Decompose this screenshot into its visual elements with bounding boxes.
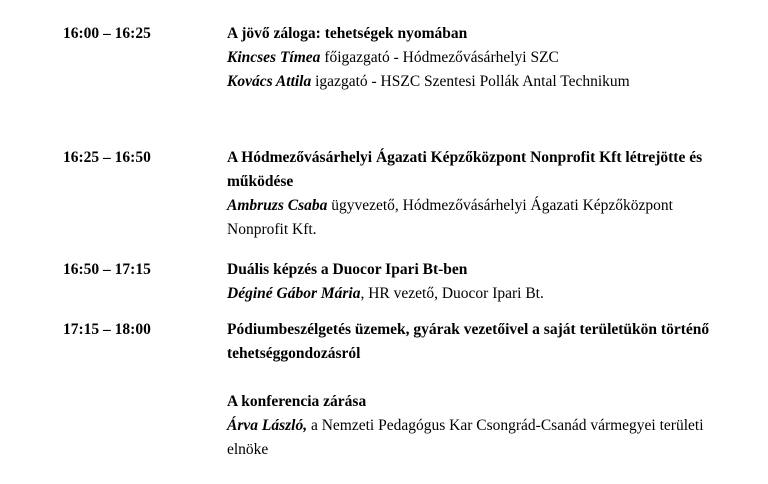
agenda-title: A Hódmezővásárhelyi Ágazati Képzőközpont Nonprofit Kft létrejötte és működése <box>227 149 703 190</box>
speaker-line <box>227 70 727 94</box>
agenda-title: Duális képzés a Duocor Ipari Bt-ben <box>227 261 468 278</box>
speaker-name: Kovács Attila <box>227 73 312 90</box>
speaker-name: Árva László, <box>227 417 308 434</box>
speaker-role: ügyvezető, Hódmezővásárhelyi Ágazati Képzőközpont Nonprofit Kft. <box>227 197 673 238</box>
agenda-time: 16:25 – 16:50 <box>63 149 151 166</box>
speaker-line <box>227 46 727 70</box>
speaker-name: Déginé Gábor Mária <box>227 285 361 302</box>
agenda-content <box>227 258 727 306</box>
agenda-title: A konferencia zárása <box>227 393 367 410</box>
speaker-name: Ambruzs Csaba <box>227 197 328 214</box>
speaker-role: főigazgató - Hódmezővásárhelyi SZC <box>320 49 559 66</box>
agenda-content <box>227 318 727 366</box>
agenda-title: Pódiumbeszélgetés üzemek, gyárak vezetőivel a saját területükön történő tehetséggondozásról <box>227 321 710 362</box>
speaker-name: Kincses Tímea <box>227 49 321 66</box>
agenda-time: 16:00 – 16:25 <box>63 25 151 42</box>
agenda-content <box>227 390 727 462</box>
speaker-role: igazgató - HSZC Szentesi Pollák Antal Technikum <box>311 73 630 90</box>
speaker-line <box>227 194 727 242</box>
speaker-line <box>227 282 727 306</box>
agenda-time: 17:15 – 18:00 <box>63 321 151 338</box>
agenda-time: 16:50 – 17:15 <box>63 261 151 278</box>
speaker-role: a Nemzeti Pedagógus Kar Csongrád-Csanád vármegyei területi elnöke <box>227 417 704 458</box>
agenda-content <box>227 22 727 94</box>
speaker-line <box>227 414 727 462</box>
agenda-content <box>227 146 727 242</box>
agenda-title: A jövő záloga: tehetségek nyomában <box>227 25 468 42</box>
speaker-role: , HR vezető, Duocor Ipari Bt. <box>360 285 544 302</box>
